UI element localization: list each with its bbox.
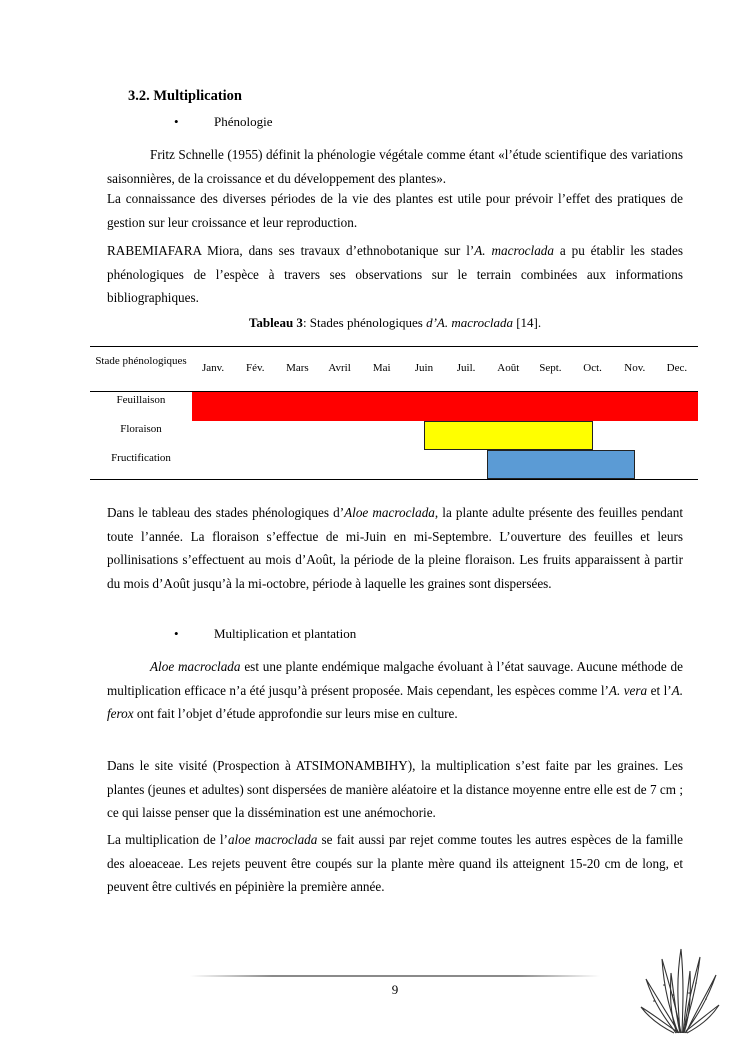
month-header: Oct. [583,362,602,374]
footer-divider [190,975,600,977]
month-header: Mai [372,362,391,374]
month-header: Dec. [666,362,688,374]
stage-bar [487,450,635,479]
month-header: Avril [328,362,351,374]
bullet-icon: • [174,114,179,129]
paragraph-3: RABEMIAFARA Miora, dans ses travaux d’ethnobotanique sur l’A. macroclada a pu établir les stades phénologiques de l’espèce à travers ses observations sur le terrain combinées aux informations bibliographiques. [107,243,683,305]
month-header: Fév. [245,362,265,374]
paragraph-1: Fritz Schnelle (1955) définit la phénologie végétale comme étant «l’étude scientifique des variations saisonnières, de la croissance et du développement des plantes». [107,147,683,186]
table-rule-top [90,346,698,347]
paragraph-4: Dans le tableau des stades phénologiques d’Aloe macroclada, la plante adulte présente des feuilles pendant toute l’année. La floraison s’effectue de mi-Juin en mi-Septembre. L’ouverture des feuilles et leurs pollinisations s’effectuent au mois d’Août, la période de la pleine floraison. Les fruits apparaissent à partir du mois d’Août jusqu’à la mi-octobre, période à laquelle les graines sont dispersées. [107,505,684,591]
phenology-table [90,346,698,480]
bullet-text: Phénologie [214,114,273,129]
bullet-phenologie [174,114,474,132]
page-number: 9 [391,982,399,997]
stage-label: Floraison [120,423,162,435]
paragraph-6: Dans le site visité (Prospection à ATSIMONAMBIHY), la multiplication s’est faite par les graines. Les plantes (jeunes et adultes) sont dispersées de manière aléatoire et la distance moyenne entre elle est de 7 cm ; ce qui laisse penser que la dissémination est une anémochorie. [107,758,683,820]
month-header: Août [497,362,520,374]
month-header: Nov. [624,362,646,374]
bullet-icon: • [174,626,179,641]
month-header: Juin [414,362,434,374]
paragraph-5: Aloe macroclada est une plante endémique malgache évoluant à l’état sauvage. Aucune méthode de multiplication efficace n’a été jusqu’à présent proposée. Mais cependant, les espèces comme l’A. vera et l’A. ferox ont fait l’objet d’étude approfondie sur leurs mise en culture. [107,659,683,721]
section-title: 3.2. Multiplication [128,88,242,104]
aloe-plant-logo-icon [640,945,720,1035]
header-stage: Stade phénologiques [95,355,187,367]
table-rule-bottom [90,479,698,480]
paragraph-2: La connaissance des diverses périodes de la vie des plantes est utile pour prévoir l’effet des pratiques de gestion sur leur croissance et leur reproduction. [107,191,683,230]
paragraph-7: La multiplication de l’aloe macroclada se fait aussi par rejet comme toutes les autres espèces de la famille des aloeaceae. Les rejets peuvent être coupés sur la plante mère quand ils atteignent 15-20 cm de long, et peuvent être cultivés en pépinière la première année. [107,832,683,894]
table-caption: Tableau 3: Stades phénologiques d’A. macroclada [14]. [248,315,542,330]
bullet-text: Multiplication et plantation [214,626,357,641]
stage-label: Fructification [111,452,171,464]
month-header: Mars [286,362,309,374]
month-header: Sept. [539,362,562,374]
month-header: Janv. [201,362,225,374]
stage-label: Feuillaison [116,394,166,406]
stage-bar [424,421,593,450]
month-header: Juil. [456,362,476,374]
stage-bar [192,392,698,421]
bullet-multiplication [174,626,474,644]
